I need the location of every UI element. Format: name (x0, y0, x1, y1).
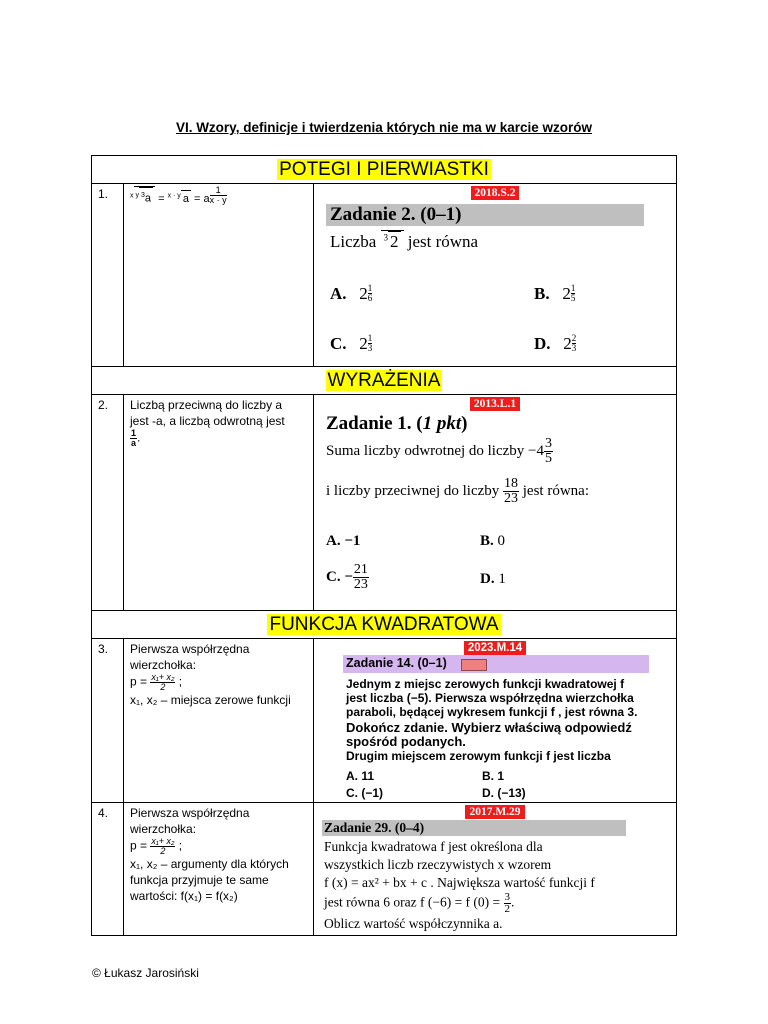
option-b: B. 2 $^{\frac{1}{5}}$ (534, 283, 576, 303)
desc-line: Pierwsza współrzędna (130, 642, 250, 656)
formulas-table (91, 155, 677, 936)
question-line-1: Suma liczby odwrotnej do liczby −4 $\frac{3}{5}$ (326, 436, 552, 466)
example-cell (314, 395, 677, 611)
desc-line: wartości: f(x₁) = f(x₂) (130, 889, 238, 903)
desc-line: x₁, x₂ – argumenty dla których (130, 857, 289, 871)
question-text: Funkcja kwadratowa f jest określona dla wszystkich liczb rzeczywistych x wzorem f (x) = ax² + bx + c . Największa wartość funkcji f jest równa 6 oraz f (−6) = f (0) = $\frac{3}{2}$ . Oblicz wartość współczynnika a. (324, 839, 595, 931)
section-header (92, 367, 677, 395)
row-description: Liczbą przeciwną do liczby a jest -a, a liczbą odwrotną jest $\frac{1}{a}$ . (124, 395, 314, 611)
desc-line: Pierwsza współrzędna (130, 806, 250, 820)
option-a: A. −1 (326, 533, 361, 549)
section-header (92, 156, 677, 184)
copyright-footer: © Łukasz Jarosiński (92, 966, 199, 980)
desc-line: jest -a, a liczbą odwrotną jest (130, 414, 285, 428)
option-d: D. (−13) (482, 786, 526, 800)
option-a: A. 2 $^{\frac{1}{6}}$ (330, 283, 373, 303)
table-row (92, 395, 677, 611)
question-text: Jednym z miejsc zerowych funkcji kwadratowej f jest liczba (−5). Pierwsza współrzędna wierzchołka paraboli, będącej wykresem funkcji f , jest równa 3. Dokończ zdanie. Wybierz właściwą odpowiedź spośród podanych. Drugim miejscem zerowym funkcji f jest liczba (346, 677, 638, 763)
desc-line: Liczbą przeciwną do liczby a (130, 398, 283, 412)
row-number: 3. (92, 639, 124, 803)
row-number: 1. (92, 184, 124, 367)
example-cell (314, 639, 677, 803)
exam-tag: 2013.L.1 (470, 397, 520, 411)
page-heading: VI. Wzory, definicje i twierdzenia których nie ma w karcie wzorów (175, 120, 593, 135)
exam-tag: 2017.M.29 (465, 805, 524, 819)
option-b: B. 1 (482, 769, 505, 783)
table-row (92, 803, 677, 936)
question-text: Liczba $^3$ 2 jest równa (330, 232, 479, 251)
question-line-2: i liczby przeciwnej do liczby $\frac{18}{23}$ jest równa: (326, 476, 589, 506)
zadanie-title: Zadanie 1. (1 pkt) (326, 413, 468, 434)
points-icon (461, 659, 487, 671)
table-row (92, 639, 677, 803)
zadanie-title: Zadanie 2. (0–1) (330, 204, 462, 225)
desc-line: x₁, x₂ – miejsca zerowe funkcji (130, 693, 291, 707)
row-description: Pierwsza współrzędna wierzchołka: p = $\frac{\text{x₁+ x₂}}{2}$ ; x₁, x₂ – argumenty dla których funkcja przyjmuje te same wartości: f(x₁) = f(x₂) (124, 803, 314, 936)
option-b: B. 0 (480, 533, 506, 549)
section-header (92, 611, 677, 639)
table-row (92, 184, 677, 367)
desc-line: wierzchołka: (130, 658, 197, 672)
row-number: 4. (92, 803, 124, 936)
section-title-wyrazenia: WYRAŻENIA (327, 369, 441, 391)
frac-den: a (131, 438, 137, 448)
option-d: D. 1 (480, 571, 506, 587)
exam-tag: 2018.S.2 (471, 186, 520, 200)
section-title-potegi: POTEGI I PIERWIASTKI (279, 158, 489, 180)
frac-num: 1 (131, 428, 137, 438)
example-cell (314, 184, 677, 367)
zadanie-title: Zadanie 14. (0–1) (346, 656, 447, 670)
option-c: C. (−1) (346, 786, 384, 800)
desc-line: funkcja przyjmuje te same (130, 873, 269, 887)
row-description: Pierwsza współrzędna wierzchołka: p = $\frac{\text{x₁+ x₂}}{2}$ ; x₁, x₂ – miejsca zerowe funkcji (124, 639, 314, 803)
section-title-funkcja: FUNKCJA KWADRATOWA (269, 613, 499, 635)
desc-line: wierzchołka: (130, 822, 197, 836)
example-cell (314, 803, 677, 936)
option-d: D. 2 $^{\frac{2}{3}}$ (534, 333, 577, 353)
zadanie-title: Zadanie 29. (0–4) (324, 820, 425, 835)
row-formula: $^x$ $^y$ $^3$a = $^{x \cdot y}$ a = a $^{\frac{1}{x \cdot y}}$ (124, 184, 314, 367)
row-number: 2. (92, 395, 124, 611)
exam-tag: 2023.M.14 (464, 641, 526, 655)
option-c: C. − $\frac{21}{23}$ (326, 562, 368, 592)
option-c: C. 2 $^{\frac{1}{3}}$ (330, 333, 373, 353)
option-a: A. 11 (346, 769, 375, 783)
